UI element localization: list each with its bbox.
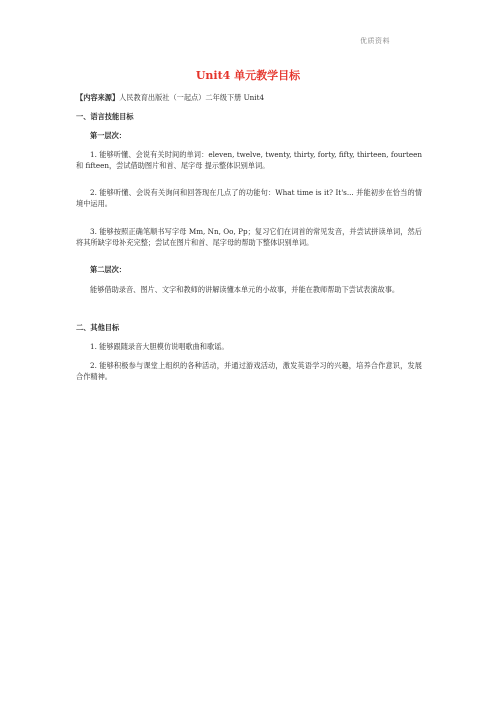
other-objective-1: 1. 能够跟随录音大胆模仿说唱歌曲和歌谣。 [90, 342, 229, 351]
section-heading-language-skills: 一、语言技能目标 [76, 112, 134, 121]
watermark: 优质资料 [360, 37, 390, 45]
objective-item-2: 2. 能够听懂、会说有关询问和回答现在几点了的功能句：What time is it? It's... 并能初步在恰当的情境中运用。 [76, 188, 422, 209]
other-objective-2: 2. 能够积极参与课堂上组织的各种活动，并通过游戏活动，激发英语学习的兴趣，培养合作意识，发展合作精神。 [76, 361, 422, 382]
objective-item-1: 1. 能够听懂、会说有关时间的单词：eleven, twelve, twenty, thirty, forty, fifty, thirteen, fourteen 和 fifteen，尝试借助图片和首、尾字母 提示整体识别单词。 [76, 150, 422, 171]
document-title: Unit4 单元教学目标 [195, 69, 301, 82]
level-two-text: 能够借助录音、图片、文字和教师的讲解读懂本单元的小故事，并能在教师帮助下尝试表演故事。 [90, 285, 400, 294]
source-text: 人民教育出版社（一起点）二年级下册 Unit4 [119, 93, 265, 102]
source-tag: 【内容来源】 [76, 93, 120, 102]
section-heading-other: 二、其他目标 [76, 323, 120, 332]
source-line [76, 92, 422, 103]
level-one-heading: 第一层次： [90, 131, 126, 140]
objective-item-3: 3. 能够按照正确笔顺书写字母 Mm, Nn, Oo, Pp；复习它们在词首的常见发音，并尝试拼读单词，然后将其所缺字母补充完整；尝试在图片和首、尾字母的帮助下整体识别单词。 [76, 227, 422, 248]
level-two-heading: 第二层次： [90, 265, 126, 274]
